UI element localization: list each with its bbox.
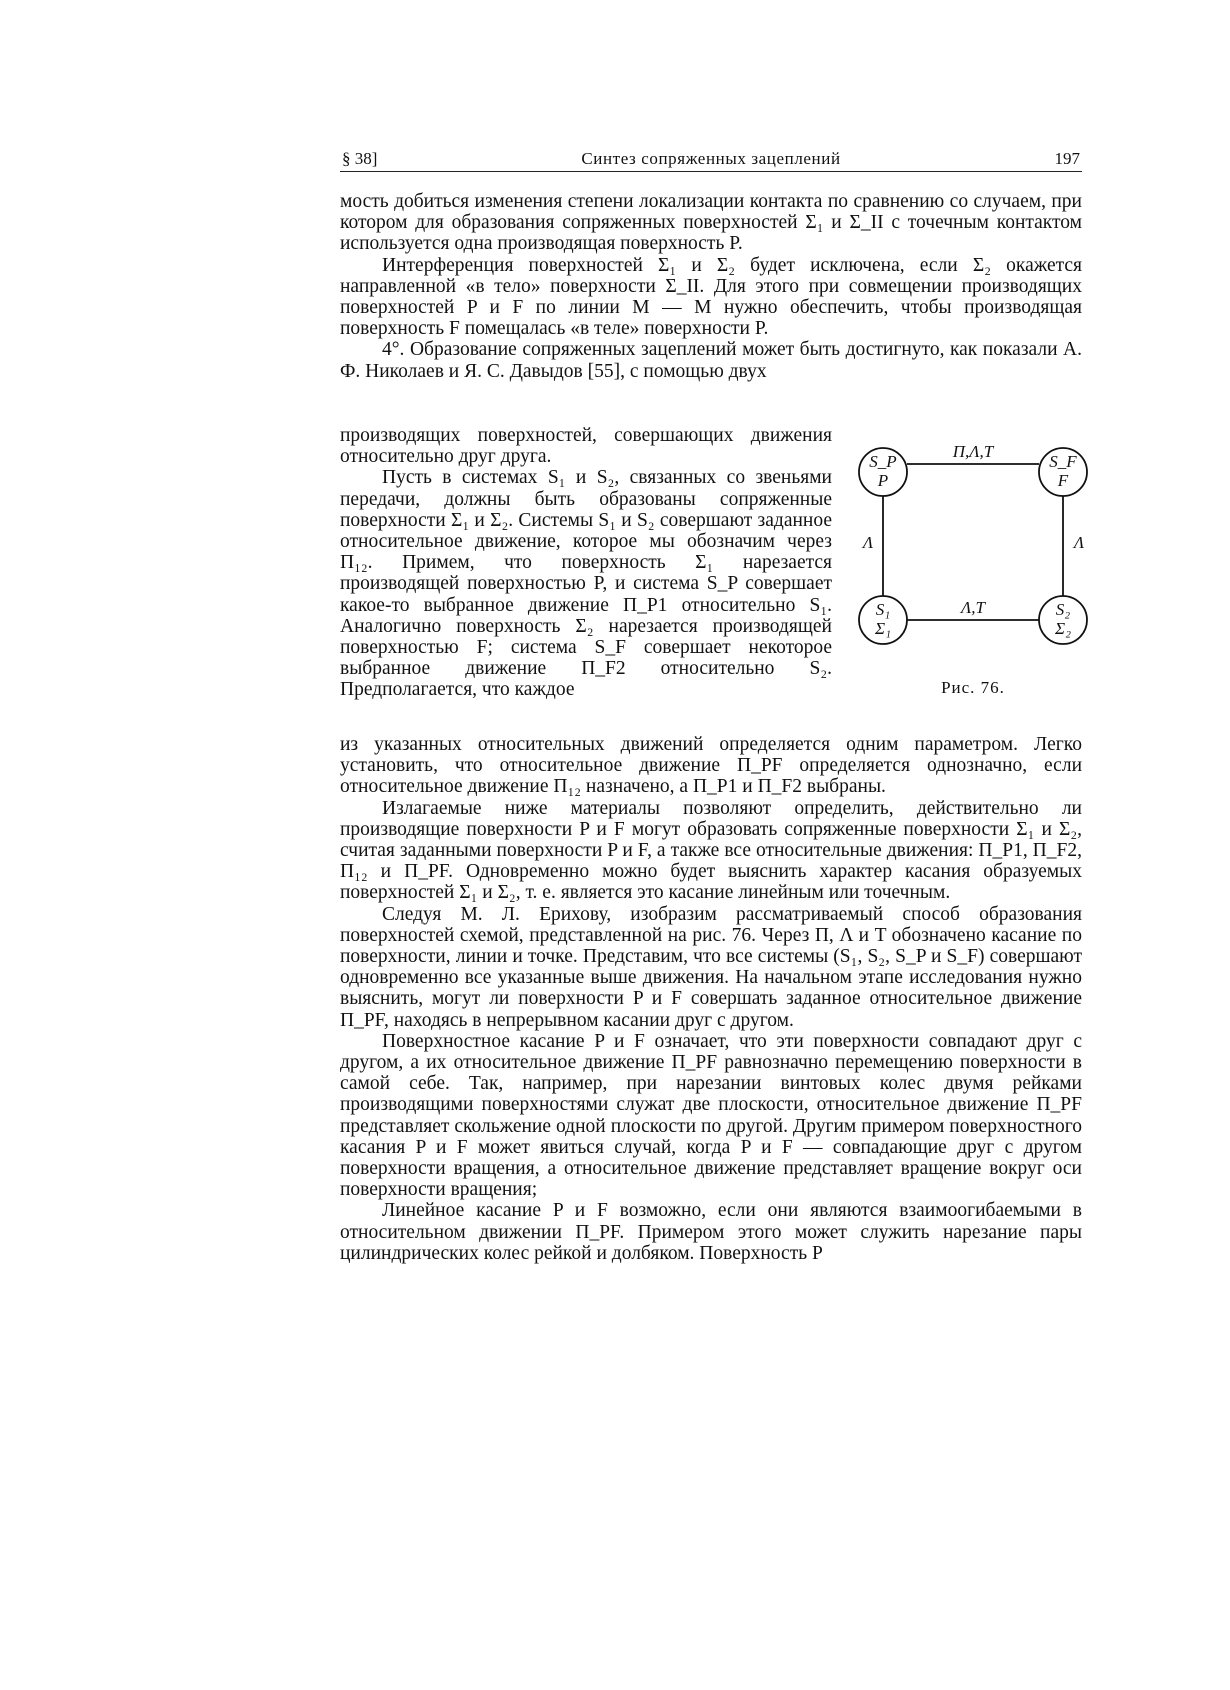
node-br-line2: Σ₂	[1054, 619, 1072, 638]
edge-label-bottom: Λ,T	[961, 598, 985, 617]
paragraph: производящих поверхностей, совершающих движения относительно друг друга.	[340, 425, 832, 468]
figure-caption: Рис. 76.	[941, 678, 1005, 697]
text-block-top	[340, 191, 1082, 382]
node-tl-line1: S_P	[869, 452, 897, 471]
node-tl-line2: P	[877, 471, 889, 490]
node-br-line1: S₂	[1055, 600, 1071, 619]
paragraph: мость добиться изменения степени локализации контакта по сравнению со случаем, при котором для образования сопряженных поверхностей Σ₁ и Σ_II с точечным контактом используется одна производящая поверхность P.	[340, 191, 1082, 255]
node-bl-line2: Σ₁	[874, 619, 892, 638]
node-tr-line2: F	[1057, 471, 1069, 490]
paragraph: Линейное касание P и F возможно, если они являются взаимоогибаемыми в относительном движении П_PF. Примером этого может служить нарезание пары цилиндрических колес рейкой и долбяком. Поверхность P	[340, 1200, 1082, 1264]
text-block-bottom	[340, 734, 1082, 1264]
diagram-svg	[858, 442, 1088, 672]
page-number: 197	[1054, 149, 1080, 168]
section-number: § 38]	[342, 149, 378, 168]
text-block-wrapped	[340, 425, 832, 701]
node-tr-line1: S_F	[1049, 452, 1077, 471]
running-header	[340, 147, 1082, 172]
paragraph: Излагаемые ниже материалы позволяют определить, действительно ли производящие поверхности P и F могут образовать сопряженные поверхности Σ₁ и Σ₂, считая заданными поверхности P и F, а также все относительные движения: П_P1, П_F2, П₁₂ и П_PF. Одновременно можно будет выяснить характер касания образуемых поверхностей Σ₁ и Σ₂, т. е. является это касание линейным или точечным.	[340, 797, 1082, 904]
header-title: Синтез сопряженных зацеплений	[581, 149, 841, 168]
paragraph: из указанных относительных движений определяется одним параметром. Легко установить, что относительное движение П_PF определяется однозначно, если относительное движение П₁₂ назначено, а П_P1 и П_F2 выбраны.	[340, 734, 1082, 798]
node-bl-line1: S₁	[875, 600, 891, 619]
paragraph: Интерференция поверхностей Σ₁ и Σ₂ будет исключена, если Σ₂ окажется направленной «в тело» поверхности Σ_II. Для этого при совмещении производящих поверхностей P и F по линии M — M нужно обеспечить, чтобы производящая поверхность F помещалась «в теле» поверхности P.	[340, 254, 1082, 340]
edge-label-top: П,Λ,T	[952, 442, 994, 461]
paragraph: Поверхностное касание P и F означает, что эти поверхности совпадают друг с другом, а их относительное движение П_PF равнозначно перемещению поверхности в самой себе. Так, например, при нарезании винтовых колес двумя рейками производящими поверхностями служат две плоскости, относительное движение П_PF представляет скольжение одной плоскости по другой. Другим примером поверхностного касания P и F может явиться случай, когда P и F — совпадающие друг с другом поверхности вращения, а относительное движение представляет вращение вокруг оси поверхности вращения;	[340, 1030, 1082, 1201]
paragraph: Следуя М. Л. Ерихову, изобразим рассматриваемый способ образования поверхностей схемой, представленной на рис. 76. Через П, Λ и T обозначено касание по поверхности, линии и точке. Представим, что все системы (S₁, S₂, S_P и S_F) совершают одновременно все указанные выше движения. На начальном этапе исследования нужно выяснить, могут ли поверхности P и F совершать заданное относительное движение П_PF, находясь в непрерывном касании друг с другом.	[340, 903, 1082, 1031]
figure-76-diagram	[858, 442, 1088, 702]
paragraph: 4°. Образование сопряженных зацеплений может быть достигнуто, как показали А. Ф. Николаев и Я. С. Давыдов [55], с помощью двух	[340, 339, 1082, 382]
edge-label-left: Λ	[862, 533, 874, 552]
edge-label-right: Λ	[1073, 533, 1085, 552]
paragraph: Пусть в системах S₁ и S₂, связанных со звеньями передачи, должны быть образованы сопряженные поверхности Σ₁ и Σ₂. Системы S₁ и S₂ совершают заданное относительное движение, которое мы обозначим через П₁₂. Примем, что поверхность Σ₁ нарезается производящей поверхностью P, и система S_P совершает какое-то выбранное движение П_P1 относительно S₁. Аналогично поверхность Σ₂ нарезается производящей поверхностью F; система S_F совершает некоторое выбранное движение П_F2 относительно S₂. Предполагается, что каждое	[340, 467, 832, 701]
